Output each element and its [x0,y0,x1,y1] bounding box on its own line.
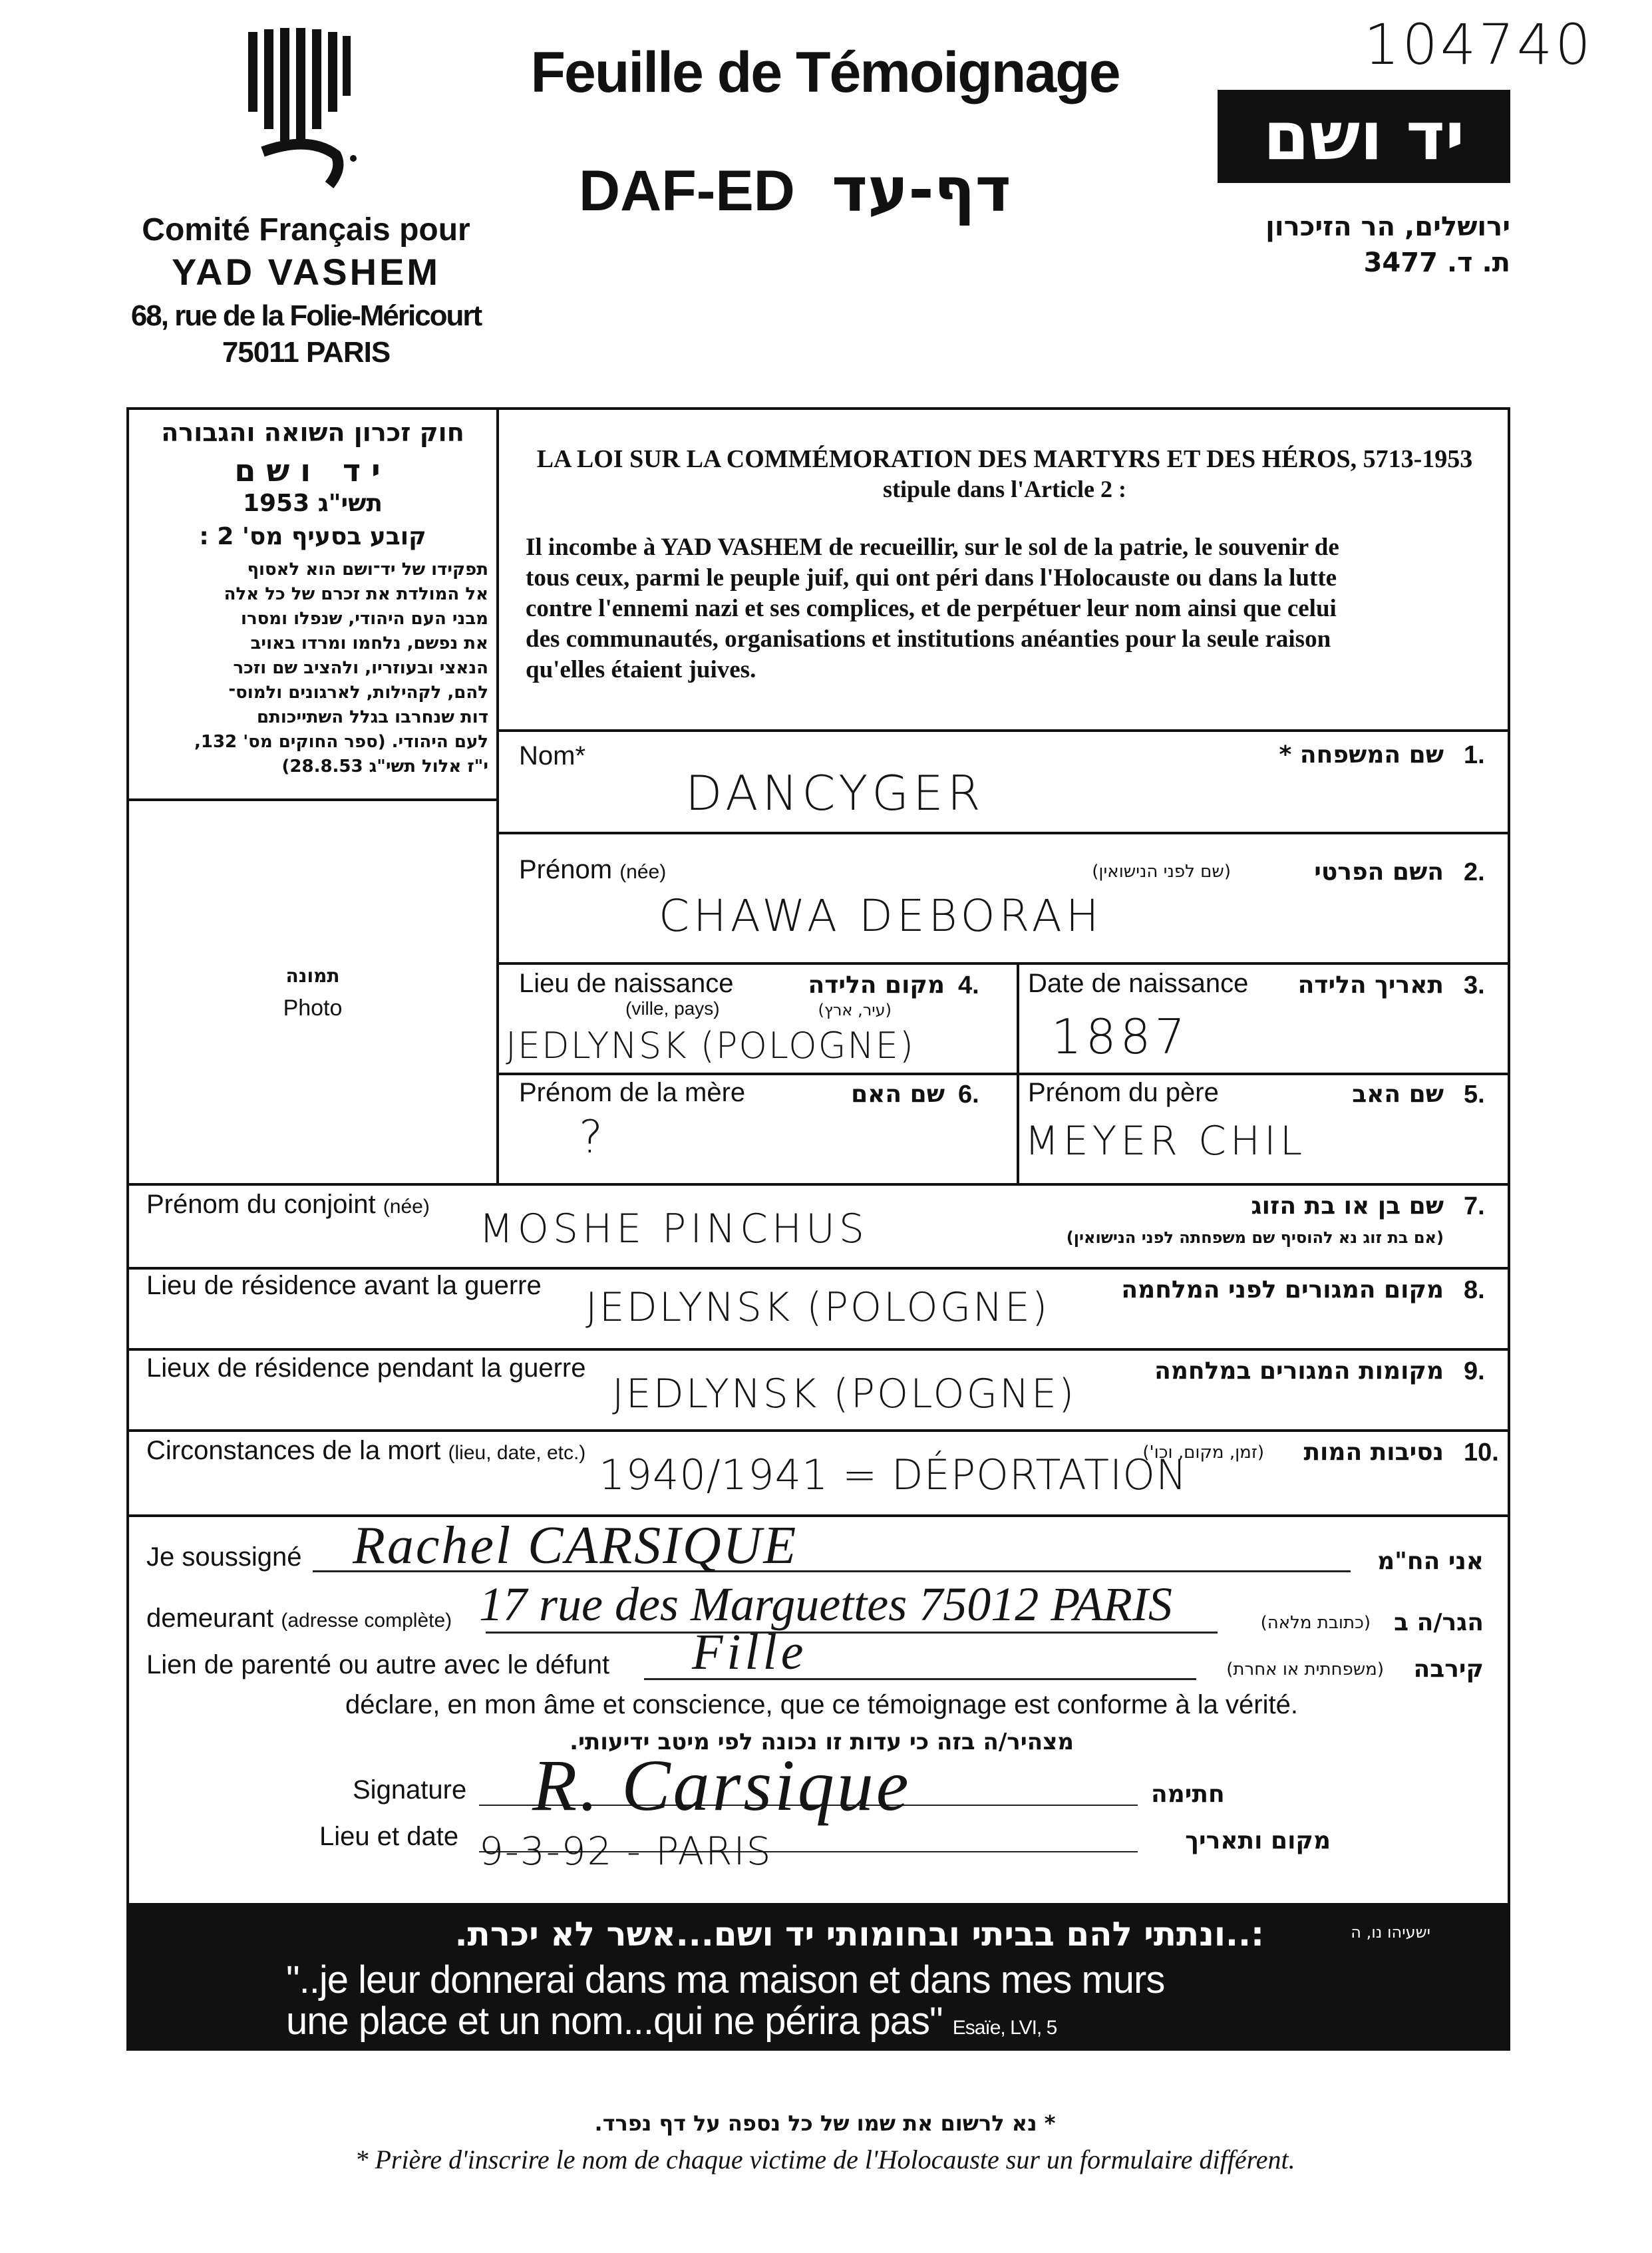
residence-pendant-value[interactable]: JEDLYNSK (POLOGNE) [612,1371,1076,1417]
address-hebrew-2: ת. ד. 3477 [1363,248,1510,278]
law-hebrew-year: תשי"ג 1953 [242,490,383,517]
prenom-pere-value[interactable]: MEYER CHIL [1025,1118,1307,1164]
residence-avant-value[interactable]: JEDLYNSK (POLOGNE) [585,1284,1050,1331]
footer-hebrew: * נא לרשום את שמו של כל נספה על דף נפרד. [594,2111,1056,2136]
nom-hebrew: שם המשפחה * [1279,741,1444,769]
banner-line2-text: une place et un nom...qui ne périra pas" [286,1999,943,2043]
circonstances-label-text: Circonstances de la mort [146,1436,441,1465]
law-french-title: LA LOI SUR LA COMMÉMORATION DES MARTYRS ET DES HÉROS, 5713-1953 [536,445,1473,473]
demeurant-value[interactable]: 17 rue des Marguettes 75012 PARIS [479,1578,1172,1631]
prenom-number: 2. [1464,858,1485,886]
yad-vashem-menorah-logo [236,25,363,192]
committee-line1: Comité Français pour [142,212,470,248]
prenom-label-note: (née) [619,861,667,883]
prenom-hebrew: השם הפרטי [1314,858,1444,886]
yad-vashem-hebrew-logo-text: יד ושם [1263,97,1465,175]
footer-french: * Prière d'inscrire le nom de chaque victime de l'Holocauste sur un formulaire différent. [355,2145,1295,2174]
date-naissance-hebrew: תאריך הלידה [1297,971,1444,999]
soussigne-label: Je soussigné [146,1542,302,1572]
prenom-label-text: Prénom [519,855,613,884]
prenom-pere-number: 5. [1464,1081,1485,1109]
daf-ed-hebrew: דף-עד [832,154,1011,226]
committee-line4: 75011 PARIS [222,336,391,369]
law-hebrew-text: תפקידו של יד־ושם הוא לאסוף אל המולדת את זכרם של כל אלה מבני העם היהודי, שנפלו ומסרו את נפשם, נלחמו ומרדו באויב הנאצי ובעוזריו, ולהציב שם וזכר להם, לקהילות, לארגונים ולמוס־ דות שנחרבו בגלל השתייכותם לעם היהודי. (ספר החוקים מס' 132, י"ז אלול תשי"ג 28.8.53) [194,560,488,777]
lien-value[interactable]: Fille [692,1624,808,1680]
declare-hebrew: מצהיר/ה בזה כי עדות זו נכונה לפי מיטב ידיעותי. [570,1729,1074,1755]
date-naissance-number: 3. [1464,971,1485,999]
demeurant-hebrew: הגר/ה ב [1394,1609,1484,1636]
date-naissance-value[interactable]: 1887 [1051,1009,1190,1065]
residence-avant-label: Lieu de résidence avant la guerre [146,1271,542,1300]
yad-vashem-hebrew-logo-box [1218,90,1510,183]
signature-label: Signature [353,1775,467,1805]
nom-number: 1. [1464,741,1485,769]
residence-pendant-number: 9. [1464,1357,1485,1385]
soussigne-hebrew: אני הח"מ [1377,1548,1484,1575]
soussigne-value[interactable]: Rachel CARSIQUE [353,1516,798,1575]
circonstances-label-note: (lieu, date, etc.) [448,1442,586,1464]
banner-hebrew: :..ונתתי להם בביתי ובחומותי יד ושם...אשר לא יכרת. [454,1915,1264,1954]
conjoint-number: 7. [1464,1192,1485,1220]
lieu-date-value[interactable]: 9-3-92 - PARIS [479,1828,772,1874]
photo-label: Photo [283,995,343,1021]
conjoint-value[interactable]: MOSHE PINCHUS [479,1206,868,1252]
prenom-pere-label: Prénom du père [1028,1078,1219,1107]
lieu-naissance-value[interactable]: JEDLYNSK (POLOGNE) [506,1025,915,1067]
residence-pendant-label: Lieux de résidence pendant la guerre [146,1353,586,1383]
lieu-naissance-note: (ville, pays) [625,998,720,1019]
signature-value[interactable]: R. Carsique [532,1745,911,1826]
lieu-naissance-hebrew: מקום הלידה [808,971,945,999]
prenom-mere-label: Prénom de la mère [519,1078,746,1107]
banner-line1: "..je leur donnerai dans ma maison et dans mes murs [286,1958,1165,2001]
conjoint-hebrew-note: (אם בת זוג נא להוסיף שם משפחתה לפני הנישואין) [1066,1228,1444,1247]
law-hebrew-title: חוק זכרון השואה והגבורה [161,418,464,447]
banner-ref: Esaïe, LVI, 5 [952,2017,1057,2039]
prenom-pere-hebrew: שם האב [1352,1081,1444,1108]
lien-label: Lien de parenté ou autre avec le défunt [146,1650,610,1679]
circonstances-label [146,1436,585,1466]
date-naissance-label: Date de naissance [1028,969,1249,998]
circonstances-value[interactable]: 1940/1941 = DÉPORTATION [599,1451,1188,1499]
residence-avant-number: 8. [1464,1276,1485,1304]
prenom-hebrew-note: (שם לפני הנישואין) [1092,862,1231,882]
demeurant-label [146,1604,452,1634]
law-hebrew-clause: קובע בסעיף מס' 2 : [199,523,426,550]
residence-avant-hebrew: מקום המגורים לפני המלחמה [1121,1276,1444,1303]
committee-line2: YAD VASHEM [171,251,441,293]
lieu-naissance-number: 4. [958,971,979,999]
lieu-date-hebrew: מקום ותאריך [1185,1827,1331,1854]
lieu-naissance-hebrew-note: (עיר, ארץ) [818,1001,892,1019]
archive-number: 104740 [1364,12,1593,77]
prenom-value[interactable]: CHAWA DEBORAH [659,890,1103,942]
law-hebrew-name: יד ושם [234,452,391,488]
photo-hebrew: תמונה [285,965,340,987]
conjoint-label-note: (née) [383,1196,430,1218]
law-french-subtitle: stipule dans l'Article 2 : [883,476,1126,502]
signature-hebrew: חתימה [1151,1781,1225,1808]
nom-label: Nom* [519,741,586,771]
lieu-naissance-label: Lieu de naissance [519,969,734,998]
circonstances-hebrew: נסיבות המות [1303,1439,1444,1466]
conjoint-label [146,1190,430,1220]
circonstances-number: 10. [1464,1439,1499,1467]
nom-value[interactable]: DANCYGER [685,765,985,821]
prenom-label [519,855,666,885]
form-title: Feuille de Témoignage [530,41,1120,104]
demeurant-label-text: demeurant [146,1604,274,1633]
daf-ed-latin: DAF-ED [579,159,795,223]
lieu-date-label: Lieu et date [319,1822,459,1851]
conjoint-hebrew: שם בן או בת הזוג [1251,1192,1444,1220]
committee-line3: 68, rue de la Folie-Méricourt [130,299,482,332]
residence-pendant-hebrew: מקומות המגורים במלחמה [1154,1357,1444,1385]
prenom-mere-number: 6. [958,1081,979,1109]
prenom-mere-hebrew: שם האם [851,1081,945,1108]
address-hebrew-1: ירושלים, הר הזיכרון [1265,212,1510,242]
lien-hebrew-note: (משפחתית או אחרת) [1226,1659,1384,1679]
lien-hebrew: קירבה [1413,1655,1484,1683]
demeurant-hebrew-note: (כתובת מלאה) [1260,1613,1371,1633]
prenom-mere-value[interactable]: ? [579,1111,607,1164]
banner-hebrew-ref: ישעיהו נו, ה [1351,1923,1430,1942]
banner-line2 [286,1999,1057,2043]
demeurant-label-note: (adresse complète) [281,1610,452,1632]
quote-banner [126,1903,1510,2051]
declare-french: déclare, en mon âme et conscience, que ce témoignage est conforme à la vérité. [345,1690,1298,1719]
conjoint-label-text: Prénom du conjoint [146,1190,376,1219]
law-french-text: Il incombe à YAD VASHEM de recueillir, sur le sol de la patrie, le souvenir de tous ceux, parmi le peuple juif, qui ont péri dans l'Holocauste ou dans la lutte contre l'ennemi nazi et ses complices, et de perpétuer leur nom ainsi que celui des communautés, organisations et institutions anéanties pour la seule raison qu'elles étaient juives. [526,534,1339,683]
circonstances-hebrew-note: (זמן, מקום, וכו') [1142,1443,1264,1463]
